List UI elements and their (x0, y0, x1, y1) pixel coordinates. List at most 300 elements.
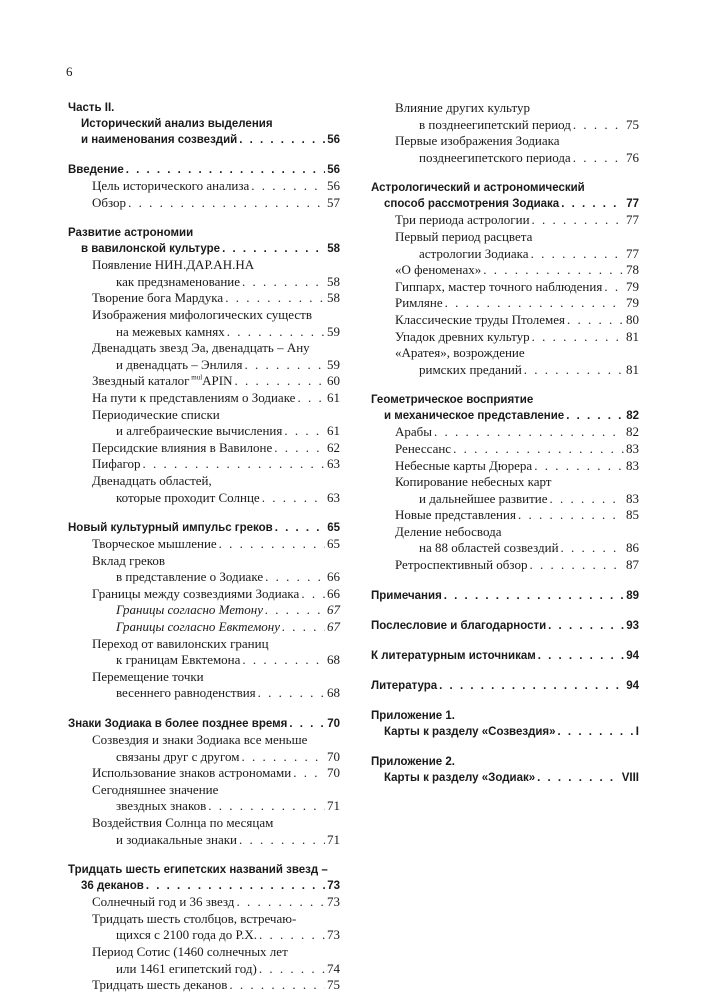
toc-line (68, 407, 340, 424)
dot-leader (538, 648, 624, 664)
page-ref: 77 (626, 245, 639, 261)
toc-line-text: позднеегипетского периода (419, 149, 571, 165)
dot-leader (550, 491, 624, 508)
toc-entry[interactable] (68, 456, 340, 473)
toc-line-text: звездных знаков (116, 798, 207, 814)
toc-line-text: Новый культурный импульс греков (68, 522, 273, 535)
toc-line-text: Воздействия Солнца по месяцам (92, 815, 274, 830)
page-ref: 80 (626, 311, 639, 327)
toc-entry[interactable] (68, 340, 340, 373)
toc-line-text: Границы согласно Метону (116, 602, 264, 618)
page-ref: 60 (327, 373, 340, 389)
dot-leader (239, 832, 325, 849)
toc-line-text: 36 деканов (81, 880, 144, 893)
dot-leader (275, 520, 325, 536)
toc-entry[interactable] (68, 911, 340, 944)
page-ref: 79 (626, 295, 639, 311)
toc-entry[interactable] (371, 229, 639, 262)
page-ref: 74 (327, 960, 340, 976)
toc-entry[interactable] (68, 782, 340, 815)
toc-section (371, 754, 639, 786)
toc-line (68, 373, 340, 390)
page-ref: 63 (327, 456, 340, 472)
dot-leader (445, 295, 624, 312)
toc-entry[interactable] (371, 312, 639, 329)
page-ref: 61 (327, 389, 340, 405)
page-ref: 70 (327, 765, 340, 781)
toc-heading[interactable] (68, 100, 340, 148)
page-ref: 82 (626, 424, 639, 440)
toc-line-text: на межевых камнях (116, 323, 225, 339)
toc-line (68, 440, 340, 457)
toc-line (68, 178, 340, 195)
toc-line (68, 977, 340, 994)
toc-line-text: Творческое мышление (92, 536, 217, 552)
dot-leader (301, 586, 325, 603)
toc-line (68, 520, 340, 536)
toc-line-text: Приложение 1. (371, 709, 455, 722)
toc-heading[interactable] (68, 716, 340, 732)
toc-line-text: Ренессанс (395, 440, 452, 456)
toc-line-text: как предзнаменование (116, 273, 241, 289)
toc-heading[interactable] (371, 618, 639, 634)
toc-heading[interactable] (371, 648, 639, 664)
page-ref: VIII (621, 771, 639, 784)
toc-line-text: Двенадцать областей, (92, 472, 212, 488)
superscript: mul (189, 374, 203, 383)
page-ref: 63 (327, 489, 340, 505)
dot-leader (242, 652, 325, 669)
toc-line-text: Границы между созвездиями Зодиака (92, 585, 300, 601)
toc-line-text: или 1461 египетский год) (116, 960, 257, 976)
toc-heading[interactable] (371, 708, 639, 740)
toc-entry[interactable] (68, 390, 340, 407)
toc-section (371, 588, 639, 604)
toc-line (68, 307, 340, 324)
toc-section (371, 678, 639, 694)
toc-line-text: Использование знаков астрономами (92, 765, 292, 781)
toc-entry[interactable] (68, 373, 340, 390)
toc-line (371, 117, 639, 134)
toc-section (68, 100, 340, 148)
dot-leader (297, 390, 325, 407)
toc-line-text: Приложение 2. (371, 755, 455, 768)
toc-entry[interactable] (68, 669, 340, 702)
toc-line (371, 262, 639, 279)
toc-entry[interactable] (68, 765, 340, 782)
page-ref: 56 (327, 178, 340, 193)
toc-line (68, 798, 340, 815)
page-ref: 70 (327, 748, 340, 764)
dot-leader (284, 423, 325, 440)
toc-section (371, 392, 639, 573)
dot-leader (444, 588, 624, 604)
toc-line-text: Солнечный год и 36 звезд (92, 894, 235, 910)
toc-section (371, 180, 639, 378)
toc-line-text: Арабы (395, 424, 433, 440)
dot-leader (225, 290, 325, 307)
toc-line (68, 569, 340, 586)
toc-heading[interactable] (68, 862, 340, 894)
toc-line-text: Литература (371, 679, 438, 692)
toc-line-text: Появление НИН.ДАР.АН.НА (92, 257, 255, 273)
toc-line-text: К литературным источникам (371, 649, 536, 662)
dot-leader (262, 490, 325, 507)
toc-entry[interactable] (371, 424, 639, 441)
toc-line (371, 362, 639, 379)
toc-line (371, 329, 639, 346)
toc-entry[interactable] (68, 636, 340, 669)
toc-line (371, 507, 639, 524)
toc-entry[interactable] (371, 345, 639, 378)
toc-line (68, 553, 340, 570)
page-ref: 58 (327, 290, 340, 306)
toc-line (68, 602, 340, 619)
toc-line (371, 540, 639, 557)
toc-line (68, 536, 340, 553)
toc-line (68, 911, 340, 928)
page-ref: 83 (626, 440, 639, 456)
page-ref: I (635, 725, 639, 738)
toc-entry[interactable] (68, 473, 340, 506)
toc-line (68, 100, 340, 116)
toc-line-text: к границам Евктемона (116, 652, 241, 668)
toc-line-text: Тридцать шесть египетских названий звезд – (68, 864, 328, 877)
toc-entry[interactable] (371, 279, 639, 296)
page-ref: 73 (327, 880, 340, 893)
dot-leader (259, 927, 325, 944)
toc-entry[interactable] (68, 602, 340, 619)
toc-line (371, 618, 639, 634)
dot-leader (242, 749, 325, 766)
dot-leader (434, 424, 624, 441)
page-ref: 71 (327, 831, 340, 847)
page-ref: 83 (626, 490, 639, 506)
page-ref: 68 (327, 652, 340, 668)
page-ref: 65 (327, 536, 340, 552)
toc-section (371, 100, 639, 166)
toc-entry[interactable] (371, 557, 639, 574)
toc-line-text: и двенадцать – Энлиля (116, 356, 243, 372)
dot-leader (558, 724, 634, 740)
toc-line (68, 765, 340, 782)
toc-line (371, 724, 639, 740)
toc-line-text: римских преданий (419, 361, 522, 377)
toc-section (68, 162, 340, 211)
page-ref: 58 (327, 243, 340, 256)
toc-line-text: Ретроспективный обзор (395, 557, 528, 573)
toc-heading[interactable] (371, 180, 639, 212)
dot-leader (229, 977, 325, 994)
toc-line (371, 458, 639, 475)
toc-entry[interactable] (371, 133, 639, 166)
page-ref: 73 (327, 927, 340, 943)
toc-line-text: «О феноменах» (395, 262, 482, 278)
toc-line-text: Деление небосвода (395, 523, 502, 539)
dot-leader (242, 274, 325, 291)
toc-line-text: Три периода астрологии (395, 212, 530, 228)
toc-entry[interactable] (371, 474, 639, 507)
page-ref: 75 (626, 116, 639, 132)
toc-line (68, 927, 340, 944)
toc-line-text: Карты к разделу «Зодиак» (384, 771, 536, 784)
dot-leader (532, 212, 624, 229)
toc-entry[interactable] (68, 586, 340, 603)
toc-line-text: Границы согласно Евктемону (116, 619, 281, 635)
toc-line (371, 133, 639, 150)
dot-leader (604, 279, 624, 296)
dot-leader (573, 150, 624, 167)
page-ref: 93 (626, 619, 639, 632)
toc-line (371, 588, 639, 604)
toc-heading[interactable] (68, 225, 340, 257)
toc-line (371, 279, 639, 296)
page-ref: 94 (626, 679, 639, 692)
toc-line (371, 491, 639, 508)
dot-leader (518, 507, 624, 524)
toc-section (68, 225, 340, 506)
toc-line-text: весеннего равноденствия (116, 685, 256, 701)
toc-line (371, 345, 639, 362)
toc-entry[interactable] (371, 507, 639, 524)
toc-line (68, 290, 340, 307)
toc-line-text: и алгебраические вычисления (116, 423, 283, 439)
page-ref: 67 (327, 619, 340, 635)
dot-leader (483, 262, 624, 279)
toc-line-text: Копирование небесных карт (395, 474, 552, 490)
toc-line (68, 274, 340, 291)
toc-line-text: Карты к разделу «Созвездия» (384, 725, 556, 738)
toc-entry[interactable] (371, 458, 639, 475)
toc-heading[interactable] (371, 678, 639, 694)
toc-entry[interactable] (371, 212, 639, 229)
toc-line (68, 357, 340, 374)
toc-heading[interactable] (68, 520, 340, 536)
page-ref: 77 (626, 198, 639, 211)
toc-line (371, 312, 639, 329)
toc-heading[interactable] (371, 392, 639, 424)
toc-line (371, 754, 639, 770)
toc-line-text: Созвездия и знаки Зодиака все меньше (92, 732, 308, 748)
page-ref: 94 (626, 649, 639, 662)
dot-leader (293, 765, 325, 782)
toc-line (68, 782, 340, 799)
toc-line-text: и наименования созвездий (81, 134, 238, 146)
toc-right-column (371, 100, 639, 800)
toc-line-text: Цель исторического анализа (92, 178, 250, 193)
toc-line-text: и механическое представление (384, 410, 565, 423)
page-ref: 85 (626, 507, 639, 523)
toc-line-text: Перемещение точки (92, 668, 204, 684)
toc-line (371, 678, 639, 694)
dot-leader (531, 246, 624, 263)
toc-line-text: Введение (68, 164, 124, 176)
toc-section (371, 648, 639, 664)
toc-heading[interactable] (371, 754, 639, 786)
page-ref: 56 (327, 164, 340, 176)
toc-line-text: в вавилонской культуре (81, 243, 221, 256)
toc-line (371, 557, 639, 574)
toc-entry[interactable] (371, 524, 639, 557)
toc-line (371, 150, 639, 167)
toc-line-text: Творение бога Мардука (92, 290, 224, 306)
toc-line (371, 196, 639, 212)
toc-entry[interactable] (68, 977, 340, 994)
toc-line-text: и дальнейшее развитие (419, 490, 548, 506)
toc-entry[interactable] (371, 100, 639, 133)
toc-entry[interactable] (68, 307, 340, 340)
toc-entry[interactable] (68, 290, 340, 307)
toc-line-text: астрологии Зодиака (419, 245, 529, 261)
page-ref: 76 (626, 149, 639, 165)
toc-line-text: Небесные карты Дюрера (395, 457, 533, 473)
toc-entry[interactable] (371, 295, 639, 312)
toc-line-text: Изображения мифологических существ (92, 306, 312, 322)
page-ref: 78 (626, 262, 639, 278)
page-ref: 56 (327, 134, 340, 146)
page-number: 6 (66, 64, 73, 79)
toc-line-text: Периодические списки (92, 406, 220, 422)
toc-line (68, 832, 340, 849)
page-ref: 58 (327, 273, 340, 289)
toc-entry[interactable] (68, 894, 340, 911)
dot-leader (235, 373, 326, 390)
dot-leader (143, 456, 325, 473)
toc-line-text: Тридцать шесть деканов (92, 977, 228, 993)
toc-line-text: на 88 областей созвездий (419, 540, 559, 556)
page-ref: 77 (626, 212, 639, 228)
toc-line-text: Астрологический и астрономический (371, 182, 585, 195)
toc-line (371, 770, 639, 786)
toc-line (68, 894, 340, 911)
dot-leader (259, 961, 325, 978)
dot-leader (126, 162, 325, 178)
toc-line (68, 586, 340, 603)
toc-line-text: Переход от вавилонских границ (92, 635, 269, 651)
toc-line-text: связаны друг с другом (116, 748, 240, 764)
page-ref: 82 (626, 410, 639, 423)
page-ref: 81 (626, 328, 639, 344)
page-ref: 65 (327, 522, 340, 535)
toc-line-text: которые проходит Солнце (116, 489, 260, 505)
toc-line-text: способ рассмотрения Зодиака (384, 198, 560, 211)
page-ref: 89 (626, 589, 639, 602)
toc-entry[interactable] (68, 440, 340, 457)
toc-line-text: Исторический анализ выделения (81, 118, 273, 130)
toc-entry[interactable] (68, 536, 340, 553)
toc-entry[interactable] (68, 944, 340, 977)
toc-line (68, 257, 340, 274)
dot-leader (265, 569, 325, 586)
toc-line (68, 944, 340, 961)
dot-leader (289, 716, 325, 732)
toc-line-text: Развитие астрономии (68, 227, 194, 240)
page-ref: 79 (626, 278, 639, 294)
toc-line (68, 716, 340, 732)
toc-line-text: Тридцать шесть столбцов, встречаю- (92, 910, 297, 926)
toc-line (68, 732, 340, 749)
dot-leader (222, 241, 325, 257)
dot-leader (244, 357, 325, 374)
toc-line-text: Персидские влияния в Вавилоне (92, 439, 273, 455)
toc-line (371, 180, 639, 196)
toc-entry[interactable] (371, 329, 639, 346)
toc-line (371, 100, 639, 117)
dot-leader (534, 458, 624, 475)
dot-leader (529, 557, 624, 574)
toc-heading[interactable] (371, 588, 639, 604)
dot-leader (274, 440, 325, 457)
toc-line (68, 456, 340, 473)
toc-line (68, 324, 340, 341)
toc-entry[interactable] (68, 619, 340, 636)
toc-line (68, 390, 340, 407)
toc-line-text: Период Сотис (1460 солнечных лет (92, 943, 288, 959)
toc-entry[interactable] (68, 815, 340, 848)
toc-line-text: Двенадцать звезд Эа, двенадцать – Ану (92, 340, 310, 356)
toc-entry[interactable] (68, 195, 340, 212)
toc-line-text: Сегодняшнее значение (92, 781, 219, 797)
toc-entry[interactable] (68, 553, 340, 586)
toc-section (68, 716, 340, 848)
toc-line (371, 295, 639, 312)
toc-line (68, 473, 340, 490)
toc-line (68, 490, 340, 507)
dot-leader (236, 894, 325, 911)
toc-line (68, 225, 340, 241)
toc-line-text: Римляне (395, 295, 443, 311)
toc-line (68, 669, 340, 686)
toc-line (68, 815, 340, 832)
toc-line-text: в позднеегипетский период (419, 116, 571, 132)
toc-entry[interactable] (68, 407, 340, 440)
toc-entry[interactable] (371, 441, 639, 458)
toc-line-text: Послесловие и благодарности (371, 619, 547, 632)
page-ref: 81 (626, 361, 639, 377)
page-ref: 83 (626, 457, 639, 473)
toc-line (371, 424, 639, 441)
toc-line-text: Первый период расцвета (395, 228, 533, 244)
toc-section (371, 708, 639, 740)
toc-line (371, 441, 639, 458)
dot-leader (573, 117, 624, 134)
toc-entry[interactable] (68, 732, 340, 765)
toc-line (68, 619, 340, 636)
dot-leader (561, 196, 624, 212)
dot-leader (146, 878, 325, 894)
dot-leader (227, 324, 325, 341)
toc-line (68, 652, 340, 669)
toc-line-text: Первые изображения Зодиака (395, 133, 560, 149)
toc-line (68, 878, 340, 894)
toc-entry[interactable] (68, 178, 340, 195)
toc-heading[interactable] (68, 162, 340, 178)
toc-section (68, 862, 340, 994)
toc-line (371, 408, 639, 424)
toc-line-text: «Аратея», возрождение (395, 345, 525, 361)
toc-line (371, 474, 639, 491)
toc-line-text: в представление о Зодиаке (116, 569, 264, 585)
dot-leader (219, 536, 325, 553)
toc-entry[interactable] (371, 262, 639, 279)
toc-line-text: и зодиакальные знаки (116, 831, 237, 847)
toc-line (371, 229, 639, 246)
page-ref: 61 (327, 423, 340, 439)
toc-line (68, 862, 340, 878)
toc-entry[interactable] (68, 257, 340, 290)
page-ref: 70 (327, 718, 340, 731)
page-ref: 57 (327, 194, 340, 210)
